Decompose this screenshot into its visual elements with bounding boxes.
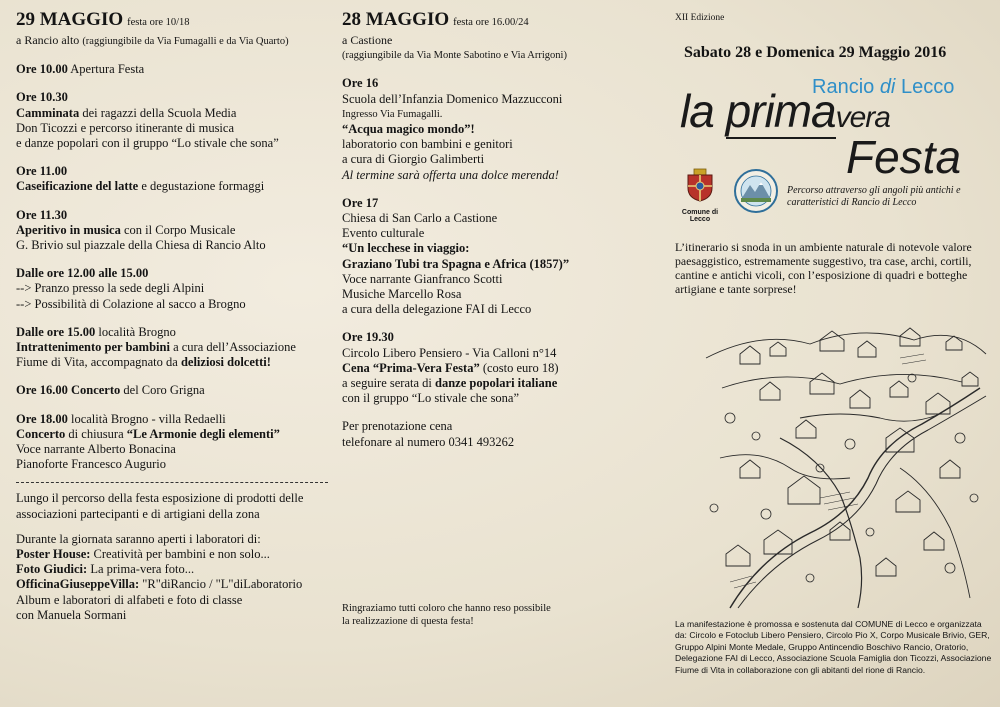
event-3: Ore 19.30 Circolo Libero Pensiero - Via Calloni n°14 Cena “Prima-Vera Festa” (costo euro 18) a seguire serata di danze popolari italiane con il gruppo “Lo stivale che sona” [342,330,559,406]
association-seal [733,168,779,219]
program-28-maggio [342,10,642,450]
location: a Castione [342,33,393,47]
event-3: Ore 11.00 Caseificazione del latte e degustazione formaggi [16,164,265,194]
location-note: (raggiungibile da Via Monte Sabotino e Via Arrigoni) [342,50,567,62]
day-heading: 28 MAGGIO festa ore 16.00/24 [342,9,529,30]
main-title-festa: Festa [846,131,962,183]
event-4: Ore 11.30 Aperitivo in musica con il Corpo Musicale G. Brivio sul piazzale della Chiesa di Rancio Alto [16,207,266,253]
program-29-maggio [16,10,326,623]
event-dates: Sabato 28 e Domenica 29 Maggio 2016 [684,44,947,61]
event-2: Ore 17 Chiesa di San Carlo a Castione Evento culturale “Un lecchese in viaggio: Graziano Tubi tra Spagna e Africa (1857)” Voce narrante Gianfranco Scotti Musiche Marcello Rosa a cura della delegazione FAI di Lecco [342,195,570,317]
event-7: Ore 16.00 Concerto del Coro Grigna [16,383,205,398]
dashed-divider [16,482,328,483]
mountain-seal-icon [733,168,779,214]
laboratories: Durante la giornata saranno aperti i laboratori di: Poster House: Creatività per bambini e non solo... Foto Giudici: La prima-vera foto... OfficinaGiuseppeVilla: "R"diRancio / "L"diLaboratorio Album e laboratori di alfabeti e foto di classe con Manuela Sormani [16,531,303,622]
event-1: Ore 16 Scuola dell’Infanzia Domenico Mazzucconi Ingresso Via Fumagalli. “Acqua magico mondo”! laboratorio con bambini e genitori a cura di Giorgio Galimberti Al termine sarà offerta una dolce merenda! [342,76,563,182]
event-5: Dalle ore 12.00 alle 15.00 --> Pranzo presso la sede degli Alpini --> Possibilità di Colazione al sacco a Brogno [16,266,246,311]
thanks-note: Ringraziamo tutti coloro che hanno reso possibile la realizzazione di questa festa! [342,603,551,627]
percorso-tagline: Percorso attraverso gli angoli più antichi e caratteristici di Rancio di Lecco [787,185,961,208]
booking-info: Per prenotazione cena telefonare al numero 0341 493262 [342,419,515,449]
edition-label: XII Edizione [675,13,725,23]
event-1: Ore 10.00 Apertura Festa [16,62,145,77]
event-8: Ore 18.00 località Brogno - villa Redaelli Concerto di chiusura “Le Armonie degli elementi” Voce narrante Alberto Bonacina Pianoforte Francesco Augurio [16,411,280,472]
day-heading: 29 MAGGIO festa ore 10/18 [16,9,190,30]
event-2: Ore 10.30 Camminata dei ragazzi della Scuola Media Don Ticozzi e percorso itinerante di musica e danze popolari con il gruppo “Lo stivale che sona” [16,90,279,151]
comune-di-lecco-logo [676,168,724,223]
village-map-illustration [700,318,992,615]
event-6: Dalle ore 15.00 località Brogno Intrattenimento per bambini a cura dell’Associazione Fiume di Vita, accompagnato da deliziosi dolcetti! [16,324,296,370]
footer-exhibition: Lungo il percorso della festa esposizione di prodotti delle associazioni partecipanti e di artigiani della zona [16,491,304,521]
main-title: la primavera [680,85,890,137]
crest-icon [685,168,715,202]
rancio-title: Rancio di Lecco [812,76,955,98]
location: a Rancio alto (raggiungibile da Via Fumagalli e da Via Quarto) [16,33,289,47]
intro-paragraph: L’itinerario si snoda in un ambiente naturale di notevole valore paesaggistico, estremamente suggestivo, tra case, archi, cortili, cantine e antichi vicoli, con l’esposizione di quadri e botteghe artigiane e tante sorprese! [675,240,972,296]
comune-label: Comune di Lecco [681,209,719,223]
sponsor-credits: La manifestazione è promossa e sostenuta dal COMUNE di Lecco e organizzata da: Circolo e Fotoclub Libero Pensiero, Circolo Pio X, Corpo Musicale Brivio, GER, Gruppo Alpini Monte Medale, Gruppo Antincendio Boschivo Rancio, Oratorio, Delegazione FAI di Lecco, Associazione Scuola Famiglia don Ticozzi, Associazione Fiume di Vita in collaborazione con gli abitanti del rione di Rancio. [675,619,992,675]
